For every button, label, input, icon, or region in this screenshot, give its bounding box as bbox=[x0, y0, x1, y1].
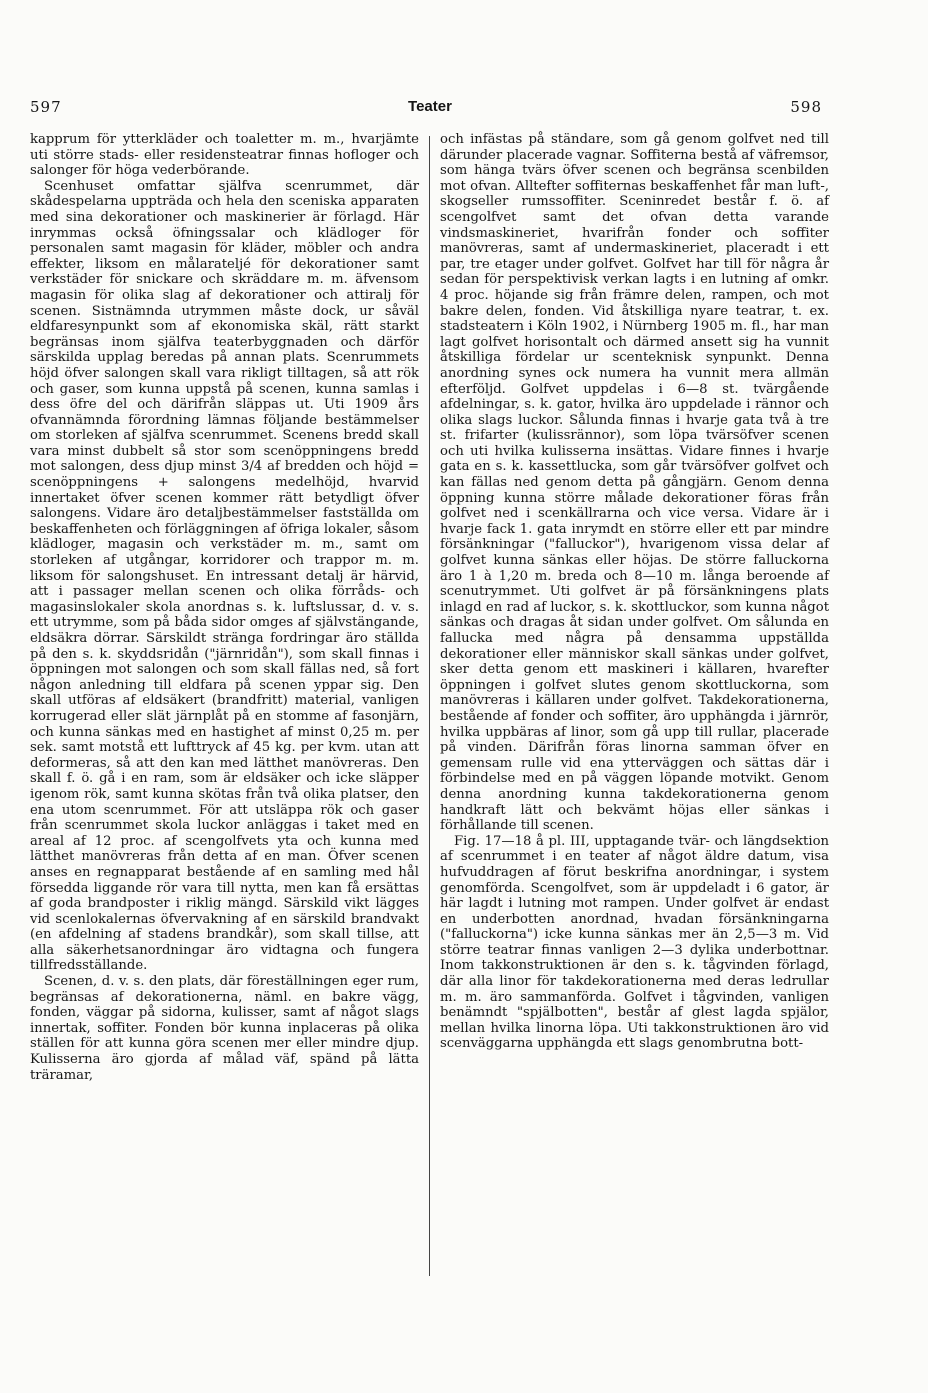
paragraph: Scenhuset omfattar själfva scenrummet, där skådespelarna uppträda och hela den sceniska apparaten med sina dekorationer och maskinerier är förlagd. Här inrymmas också öfningssalar och klädloger för personalen samt magasin för kläder, möbler och andra effekter, liksom en målarateljé för dekorationer samt verkstäder för snickare och skräddare m. m. äfvensom magasin för olika slag af dekorationer och attiralj för scenen. Sistnämnda utrymmen måste dock, ur såväl eldfaresynpunkt som af ekonomiska skäl, rätt starkt begränsas inom själfva teaterbyggnaden och därför särskilda upplag beredas på annan plats. Scenrummets höjd öfver salongen skall vara rikligt tilltagen, så att rök och gaser, som kunna uppstå på scenen, kunna samlas i dess öfre del och därifrån släppas ut. Uti 1909 års ofvannämnda förordning lämnas följande bestämmelser om storleken af själfva scenrummet. Scenens bredd skall vara minst dubbelt så stor som scenöppningens bredd mot salongen, dess djup minst 3/4 af bredden och höjd = scenöppningens + salongens medelhöjd, hvarvid innertaket öfver scenen kommer rätt betydligt öfver salongens. Vidare äro detaljbestämmelser fastställda om beskaffenheten och förläggningen af öfriga lokaler, såsom klädloger, magasin och verkstäder m. m., samt om storleken af utgångar, korridorer och trappor m. m. liksom för salongshuset. En intressant detalj är härvid, att i passager mellan scenen och olika förråds- och magasinslokaler skola anordnas s. k. luftslussar, d. v. s. ett utrymme, som på båda sidor omges af självstängande, eldsäkra dörrar. Särskildt stränga fordringar äro ställda på den s. k. skyddsridån ("järnridån"), som skall finnas i öppningen mot salongen och som skall fällas ned, så fort någon anledning till eldfara på scenen yppar sig. Den skall utföras af eldsäkert (brandfritt) material, vanligen korrugerad eller slät järnplåt på en stomme af fasonjärn, och kunna sänkas med en hastighet af minst 0,25 m. per sek. samt motstå ett lufttryck af 45 kg. per kvm. utan att deformeras, så att den kan med lätthet manövreras. Den skall f. ö. gå i en ram, som är eldsäker och icke släpper igenom rök, samt kunna skötas från två olika platser, den ena utom scenrummet. För att utsläppa rök och gaser från scenrummet skola luckor anläggas i taket med en areal af 12 proc. af scengolfvets yta och kunna med lätthet manövreras från detta af en man. Öfver scenen anses en regnapparat bestående af en samling med hål försedda liggande rör vara till nytta, men kan få ersättas af goda brandposter i riklig mängd. Särskild vikt lägges vid scenlokalernas öfvervakning af en särskild brandvakt (en afdelning af stadens brandkår), som skall tillse, att alla säkerhetsanordningar äro vidtagna och fungera tillfredsställande. bbox=[30, 178, 419, 974]
column-divider bbox=[429, 136, 430, 1276]
paragraph: Scenen, d. v. s. den plats, där föreställningen eger rum, begränsas af dekorationerna, näml. en bakre vägg, fonden, väggar på sidorna, kulisser, samt af något slags innertak, soffiter. Fonden bör kunna inplaceras på olika ställen för att kunna göra scenen mer eller mindre djup. Kulisserna äro gjorda af målad väf, spänd på lätta träramar, bbox=[30, 974, 419, 1083]
running-header bbox=[0, 98, 928, 122]
paragraph: Fig. 17—18 å pl. III, upptagande tvär- och längdsektion af scenrummet i en teater af något äldre datum, visa hufvuddragen af förut beskrifna anordningar, i system genomförda. Scengolfvet, som är uppdeladt i 6 gator, är här lagdt i lutning mot rampen. Under golfvet är endast en underbotten anordnad, hvadan försänkningarna ("falluckorna") icke kunna sänkas mer än 2,5—3 m. Vid större teatrar finnas vanligen 2—3 dylika underbottnar. Inom takkonstruktionen är den s. k. tågvinden förlagd, där alla linor för takdekorationerna med deras ledrullar m. m. äro sammanförda. Golfvet i tågvinden, vanligen benämndt "spjälbotten", består af glest lagda spjälor, mellan hvilka linorna löpa. Uti takkonstruktionen äro vid scenväggarna upphängda ett slags genombrutna bott- bbox=[440, 833, 829, 1052]
page-number-right: 598 bbox=[790, 98, 822, 116]
page-number-left: 597 bbox=[30, 98, 62, 116]
paragraph: kapprum för ytterkläder och toaletter m. m., hvarjämte uti större stads- eller residensteatrar finnas hofloger och salonger för höga vederbörande. bbox=[30, 132, 419, 179]
running-title: Teater bbox=[408, 98, 452, 115]
right-column bbox=[440, 132, 829, 1052]
left-column bbox=[30, 132, 419, 1083]
paragraph: och infästas på ständare, som gå genom golfvet ned till därunder placerade vagnar. Soffiterna bestå af väfremsor, som hänga tvärs öfver scenen och begränsa scenbilden mot ofvan. Alltefter soffiternas beskaffenhet får man luft-, skogseller rumssoffiter. Sceninredet består f. ö. af scengolfvet samt det ofvan detta varande vindsmaskineriet, hvarifrån fonder och soffiter manövreras, samt af undermaskineriet, placeradt i ett par, tre etager under golfvet. Golfvet har till för några år sedan för perspektivisk verkan lagts i en lutning af omkr. 4 proc. höjande sig från främre delen, rampen, och mot bakre delen, fonden. Vid åtskilliga nyare teatrar, t. ex. stadsteatern i Köln 1902, i Nürnberg 1905 m. fl., har man lagt golfvet horisontalt och därmed ansett sig ha vunnit åtskilliga fördelar ur scenteknisk synpunkt. Denna anordning synes ock numera ha vunnit mera allmän efterföljd. Golfvet uppdelas i 6—8 st. tvärgående afdelningar, s. k. gator, hvilka äro uppdelade i rännor och olika slags luckor. Sålunda finnas i hvarje gata två à tre st. frifarter (kulissrännor), som löpa tvärsöfver scenen och uti hvilka kulisserna insättas. Vidare finnes i hvarje gata en s. k. kassettlucka, som går tvärsöfver golfvet och kan fällas ned genom detta på gångjärn. Genom denna öppning kunna större målade dekorationer föras från golfvet ned i scenkällrarna och vice versa. Vidare är i hvarje fack 1. gata inrymdt en större eller ett par mindre försänkningar ("falluckor"), hvarigenom vissa delar af golfvet kunna sänkas eller höjas. De större falluckorna äro 1 à 1,20 m. breda och 8—10 m. långa beroende af scenutrymmet. Uti golfvet är på försänkningens plats inlagd en rad af luckor, s. k. skottluckor, som kunna något sänkas och dragas åt sidan under golfvet. Om sålunda en fallucka med några på densamma uppställda dekorationer eller människor skall sänkas under golfvet, sker detta genom ett maskineri i källaren, hvarefter öppningen i golfvet slutes genom skottluckorna, som manövreras i källaren under golfvet. Takdekorationerna, bestående af fonder och soffiter, äro upphängda i järnrör, hvilka uppbäras af linor, som gå upp till rullar, placerade på vinden. Därifrån föras linorna samman öfver en gemensam rulle vid ena ytterväggen och sättas där i förbindelse med en på väggen löpande motvikt. Genom denna anordning kunna takdekorationerna genom handkraft lätt och bekvämt höjas eller sänkas i förhållande till scenen. bbox=[440, 132, 829, 834]
